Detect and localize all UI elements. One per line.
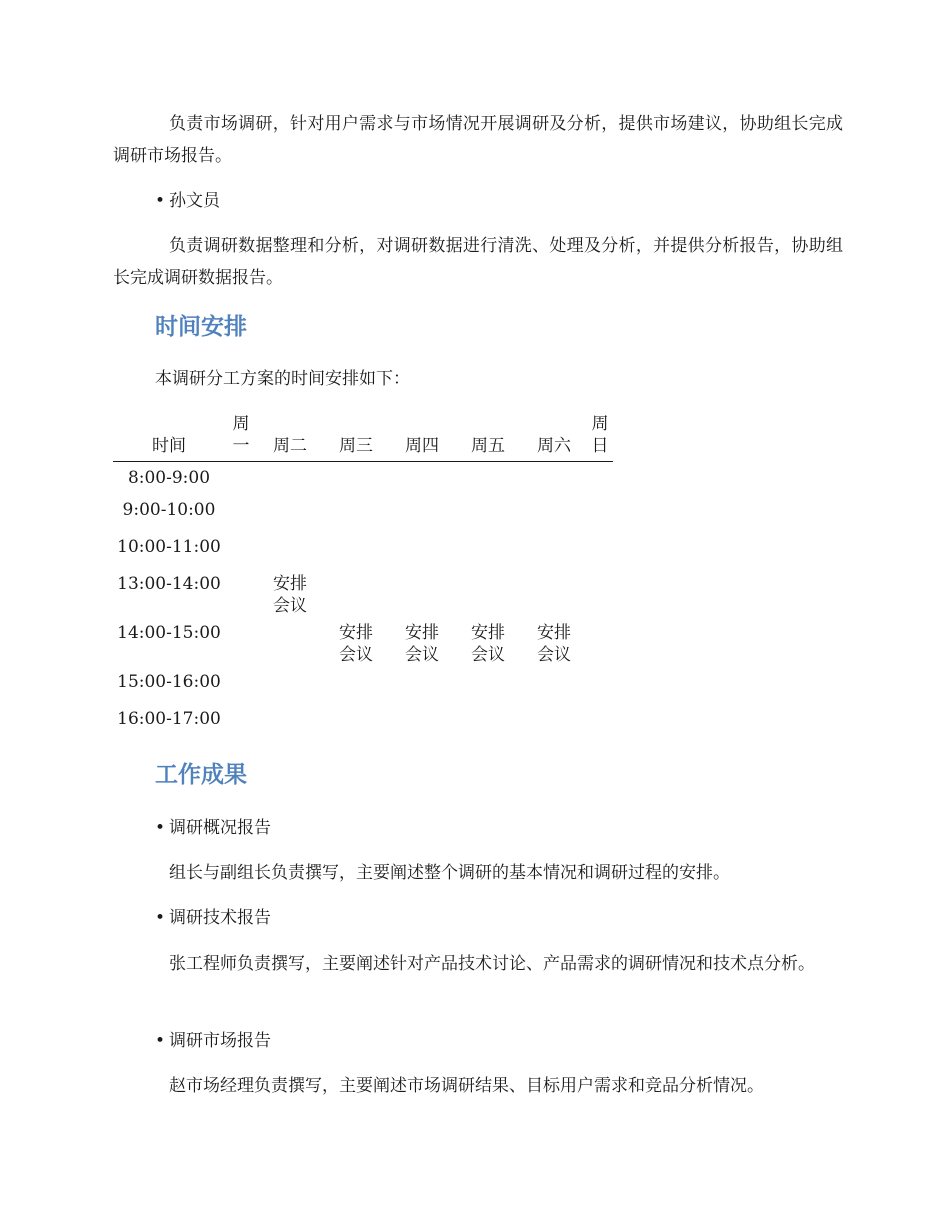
paragraph-market-research: 负责市场调研，针对用户需求与市场情况开展调研及分析，提供市场建议，协助组长完成调研市场报告。 — [113, 114, 843, 166]
table-row — [113, 536, 613, 573]
time-cell: 10:00-11:00 — [117, 537, 221, 557]
header-fri: 周五 — [455, 413, 521, 462]
header-sat: 周六 — [521, 413, 587, 462]
meeting-cell: 安排会议 — [537, 623, 571, 665]
bullet-label: 调研技术报告 — [169, 908, 271, 928]
meeting-cell: 安排会议 — [405, 623, 439, 665]
meeting-cell: 安排会议 — [471, 623, 505, 665]
table-row — [113, 462, 613, 500]
heading-schedule: 时间安排 — [155, 314, 247, 340]
bullet-label: 调研市场报告 — [169, 1031, 271, 1051]
bullet-sun-clerk — [155, 189, 220, 213]
header-sun: 周日 — [587, 413, 613, 462]
bullet-dot: • — [155, 1031, 166, 1051]
time-cell: 15:00-16:00 — [117, 672, 221, 692]
time-cell: 16:00-17:00 — [117, 709, 221, 729]
table-row — [113, 622, 613, 671]
bullet-technical-report — [155, 906, 271, 930]
header-tue: 周二 — [257, 413, 323, 462]
table-row — [113, 708, 613, 745]
bullet-dot: • — [155, 908, 166, 928]
header-mon: 周一 — [225, 413, 257, 462]
header-time: 时间 — [113, 413, 225, 462]
time-cell: 13:00-14:00 — [117, 574, 221, 594]
bullet-market-report — [155, 1029, 271, 1053]
paragraph-technical-report: 张工程师负责撰写，主要阐述针对产品技术讨论、产品需求的调研情况和技术点分析。 — [169, 954, 815, 974]
time-cell: 14:00-15:00 — [117, 623, 221, 643]
header-thu: 周四 — [389, 413, 455, 462]
table-row — [113, 671, 613, 708]
time-cell: 8:00-9:00 — [127, 468, 211, 488]
bullet-label: 调研概况报告 — [169, 818, 271, 838]
time-cell: 9:00-10:00 — [122, 500, 216, 520]
bullet-overview-report — [155, 816, 271, 840]
schedule-intro: 本调研分工方案的时间安排如下： — [155, 369, 410, 389]
heading-results: 工作成果 — [155, 762, 247, 788]
bullet-dot: • — [155, 818, 166, 838]
bullet-label: 孙文员 — [169, 191, 220, 211]
table-row — [113, 499, 613, 536]
schedule-table — [113, 413, 613, 745]
header-wed: 周三 — [323, 413, 389, 462]
bullet-dot: • — [155, 191, 166, 211]
paragraph-market-report: 赵市场经理负责撰写，主要阐述市场调研结果、目标用户需求和竞品分析情况。 — [169, 1076, 764, 1096]
paragraph-data-analysis: 负责调研数据整理和分析，对调研数据进行清洗、处理及分析，并提供分析报告，协助组长完成调研数据报告。 — [113, 236, 843, 288]
paragraph-overview-report: 组长与副组长负责撰写，主要阐述整个调研的基本情况和调研过程的安排。 — [169, 863, 730, 883]
table-row — [113, 573, 613, 622]
meeting-cell: 安排会议 — [273, 574, 307, 616]
table-header-row — [113, 413, 613, 462]
meeting-cell: 安排会议 — [339, 623, 373, 665]
